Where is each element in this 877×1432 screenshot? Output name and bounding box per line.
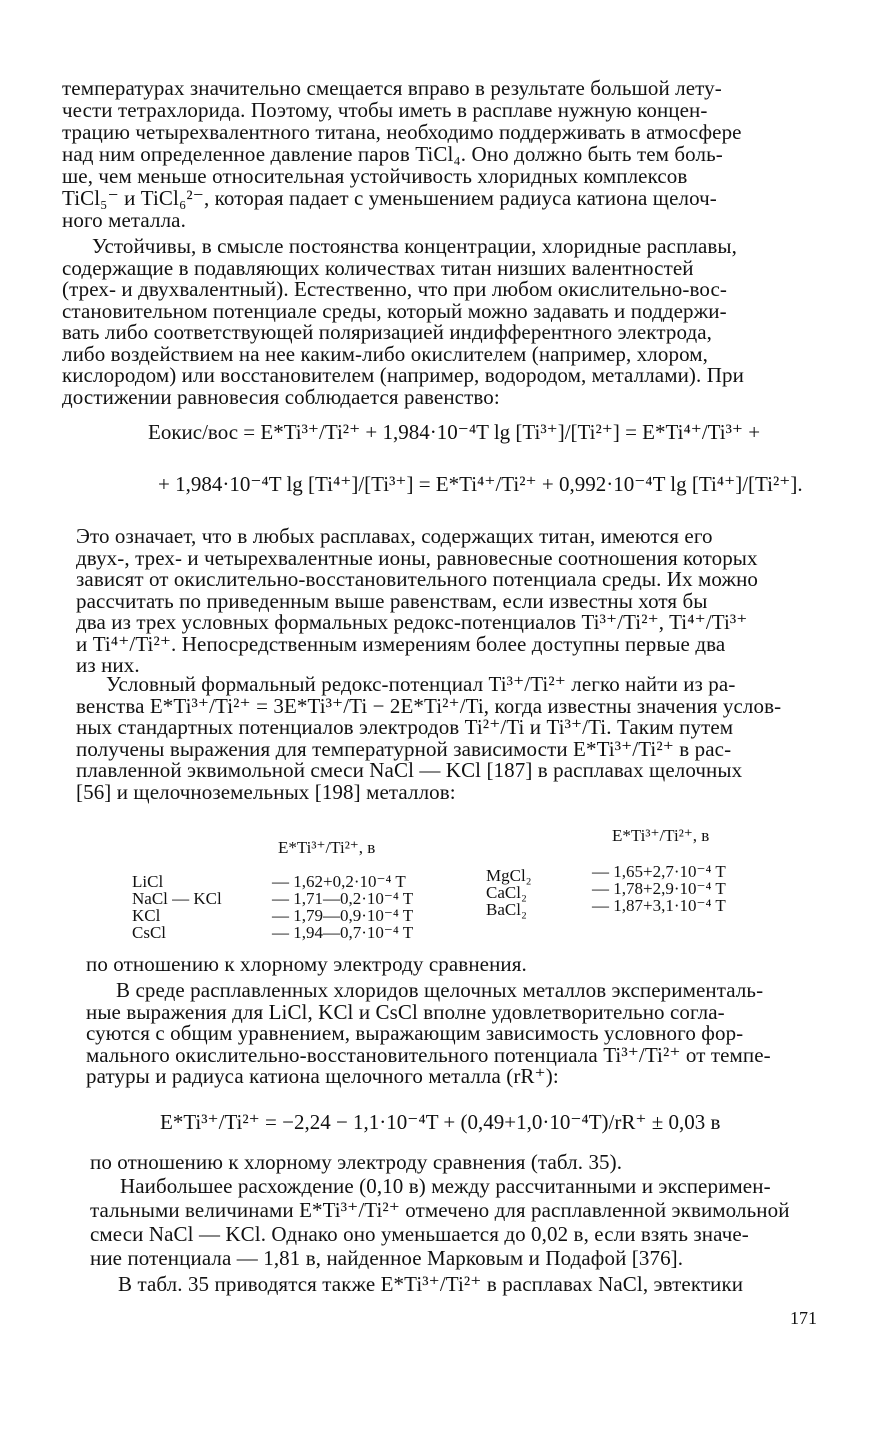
paragraph6-line: ние потенциала — 1,81 в, найденное Марковым и Подафой [376]. bbox=[90, 1246, 684, 1270]
table-salt: LiCl bbox=[132, 872, 164, 891]
paragraph2-line: кислородом) или восстановителем (например, водородом, металлами). При bbox=[62, 363, 744, 387]
paragraph6-line: тальными величинами E*Ti³⁺/Ti²⁺ отмечено для расплавленной эквимольной bbox=[90, 1198, 790, 1222]
paragraph2-line: достижении равновесия соблюдается равенство: bbox=[62, 384, 500, 409]
paragraph3-line: двух-, трех- и четырехвалентные ионы, равновесные соотношения которых bbox=[76, 545, 758, 570]
paragraph4-line: Условный формальный редокс-потенциал Ti³⁺/Ti²⁺ легко найти из ра- bbox=[106, 672, 736, 696]
paragraph1-line: над ним определенное давление паров TiCl₄. Оно должно быть тем боль- bbox=[62, 142, 723, 166]
after-table-line: по отношению к хлорному электроду сравнения. bbox=[86, 952, 527, 976]
paragraph6-line: смеси NaCl — KCl. Однако оно уменьшается до 0,02 в, если взять значе- bbox=[90, 1222, 749, 1246]
table-salt: CsCl bbox=[132, 923, 167, 942]
paragraph1-line: температурах значительно смещается вправо в результате большой лету- bbox=[62, 76, 722, 100]
paragraph3-line: два из трех условных формальных редокс-потенциалов Ti³⁺/Ti²⁺, Ti⁴⁺/Ti³⁺ bbox=[76, 610, 748, 634]
paragraph1-line: трацию четырехвалентного титана, необходимо поддерживать в атмосфере bbox=[62, 120, 742, 144]
paragraph4-line: плавленной эквимольной смеси NaCl — KCl [187] в расплавах щелочных bbox=[76, 758, 743, 782]
table-header-left: E*Ti³⁺/Ti²⁺, в bbox=[278, 838, 376, 857]
table-header-right: E*Ti³⁺/Ti²⁺, в bbox=[612, 826, 710, 845]
paragraph6-line: Наибольшее расхождение (0,10 в) между рассчитанными и эксперимен- bbox=[120, 1174, 771, 1198]
paragraph5-line: мального окислительно-восстановительного потенциала Ti³⁺/Ti²⁺ от темпе- bbox=[86, 1042, 771, 1067]
table-value: — 1,65+2,7·10⁻⁴ T bbox=[592, 862, 726, 881]
paragraph2-line: становительном потенциале среды, который можно задавать и поддержи- bbox=[62, 298, 727, 323]
paragraph3-line: из них. bbox=[76, 653, 140, 677]
last-line: В табл. 35 приводятся также E*Ti³⁺/Ti²⁺ в расплавах NaCl, эвтектики bbox=[118, 1272, 744, 1296]
paragraph2-line: содержащие в подавляющих количествах титан низших валентностей bbox=[62, 255, 694, 280]
paragraph4-line: венства E*Ti³⁺/Ti²⁺ = 3E*Ti³⁺/Ti − 2E*Ti²⁺/Ti, когда известны значения услов- bbox=[76, 693, 782, 718]
equation-1-line-1: Eокис/вос = E*Ti³⁺/Ti²⁺ + 1,984·10⁻⁴T lg [Ti³⁺]/[Ti²⁺] = E*Ti⁴⁺/Ti³⁺ + bbox=[148, 420, 761, 444]
table-value: — 1,78+2,9·10⁻⁴ T bbox=[592, 879, 726, 898]
paragraph1-line: TiCl₅⁻ и TiCl₆²⁻, которая падает с уменьшением радиуса катиона щелоч- bbox=[62, 186, 717, 210]
table-value: — 1,62+0,2·10⁻⁴ T bbox=[272, 872, 406, 891]
table-salt: CaCl₂ bbox=[486, 883, 527, 902]
paragraph3-line: зависят от окислительно-восстановительного потенциала среды. Их можно bbox=[76, 567, 759, 591]
paragraph2-line: (трех- и двухвалентный). Естественно, что при любом окислительно-вос- bbox=[62, 277, 727, 301]
paragraph4-line: получены выражения для температурной зависимости E*Ti³⁺/Ti²⁺ в рас- bbox=[76, 736, 732, 761]
paragraph5-line: ратуры и радиуса катиона щелочного металла (rR⁺): bbox=[86, 1064, 559, 1088]
table-value: — 1,71—0,2·10⁻⁴ T bbox=[272, 889, 414, 908]
paragraph2-line: либо воздействием на нее каким-либо окислителем (например, хлором, bbox=[62, 341, 709, 366]
page-number: 171 bbox=[790, 1308, 817, 1328]
paragraph5-line: ные выражения для LiCl, KCl и CsCl вполне удовлетворительно согла- bbox=[86, 999, 725, 1024]
paragraph3-line: и Ti⁴⁺/Ti²⁺. Непосредственным измерениям более доступны первые два bbox=[76, 631, 726, 656]
paragraph4-line: ных стандартных потенциалов электродов Ti²⁺/Ti и Ti³⁺/Ti. Таким путем bbox=[76, 715, 734, 739]
table-salt: MgCl₂ bbox=[486, 866, 532, 885]
table-salt: BaCl₂ bbox=[486, 900, 527, 919]
paragraph5-line: суются с общим уравнением, выражающим зависимость условного фор- bbox=[86, 1021, 744, 1045]
paragraph2-line: Устойчивы, в смысле постоянства концентрации, хлоридные расплавы, bbox=[92, 234, 737, 258]
paragraph5-line: В среде расплавленных хлоридов щелочных металлов эксперименталь- bbox=[116, 978, 764, 1002]
paragraph4-line: [56] и щелочноземельных [198] металлов: bbox=[76, 779, 456, 804]
table-salt: KCl bbox=[132, 906, 161, 925]
paragraph3-line: рассчитать по приведенным выше равенствам, если известны хотя бы bbox=[76, 588, 708, 613]
table-value: — 1,87+3,1·10⁻⁴ T bbox=[592, 896, 726, 915]
equation-1-line-2: + 1,984·10⁻⁴T lg [Ti⁴⁺]/[Ti³⁺] = E*Ti⁴⁺/Ti²⁺ + 0,992·10⁻⁴T lg [Ti⁴⁺]/[Ti²⁺]. bbox=[158, 472, 803, 496]
paragraph2-line: вать либо соответствующей поляризацией индифферентного электрода, bbox=[62, 320, 713, 344]
paragraph1-line: чести тетрахлорида. Поэтому, чтобы иметь в расплаве нужную концен- bbox=[62, 98, 708, 122]
table-salt: NaCl — KCl bbox=[132, 889, 222, 908]
after-equation-2-line: по отношению к хлорному электроду сравнения (табл. 35). bbox=[90, 1150, 623, 1174]
paragraph1-line: ше, чем меньше относительная устойчивость хлоридных комплексов bbox=[62, 164, 688, 188]
paragraph1-line: ного металла. bbox=[62, 208, 186, 232]
table-value: — 1,94—0,7·10⁻⁴ T bbox=[272, 923, 414, 942]
equation-2: E*Ti³⁺/Ti²⁺ = −2,24 − 1,1·10⁻⁴T + (0,49+1,0·10⁻⁴T)/rR⁺ ± 0,03 в bbox=[160, 1110, 721, 1134]
paragraph3-line: Это означает, что в любых расплавах, содержащих титан, имеются его bbox=[76, 524, 713, 548]
table-value: — 1,79—0,9·10⁻⁴ T bbox=[272, 906, 414, 925]
